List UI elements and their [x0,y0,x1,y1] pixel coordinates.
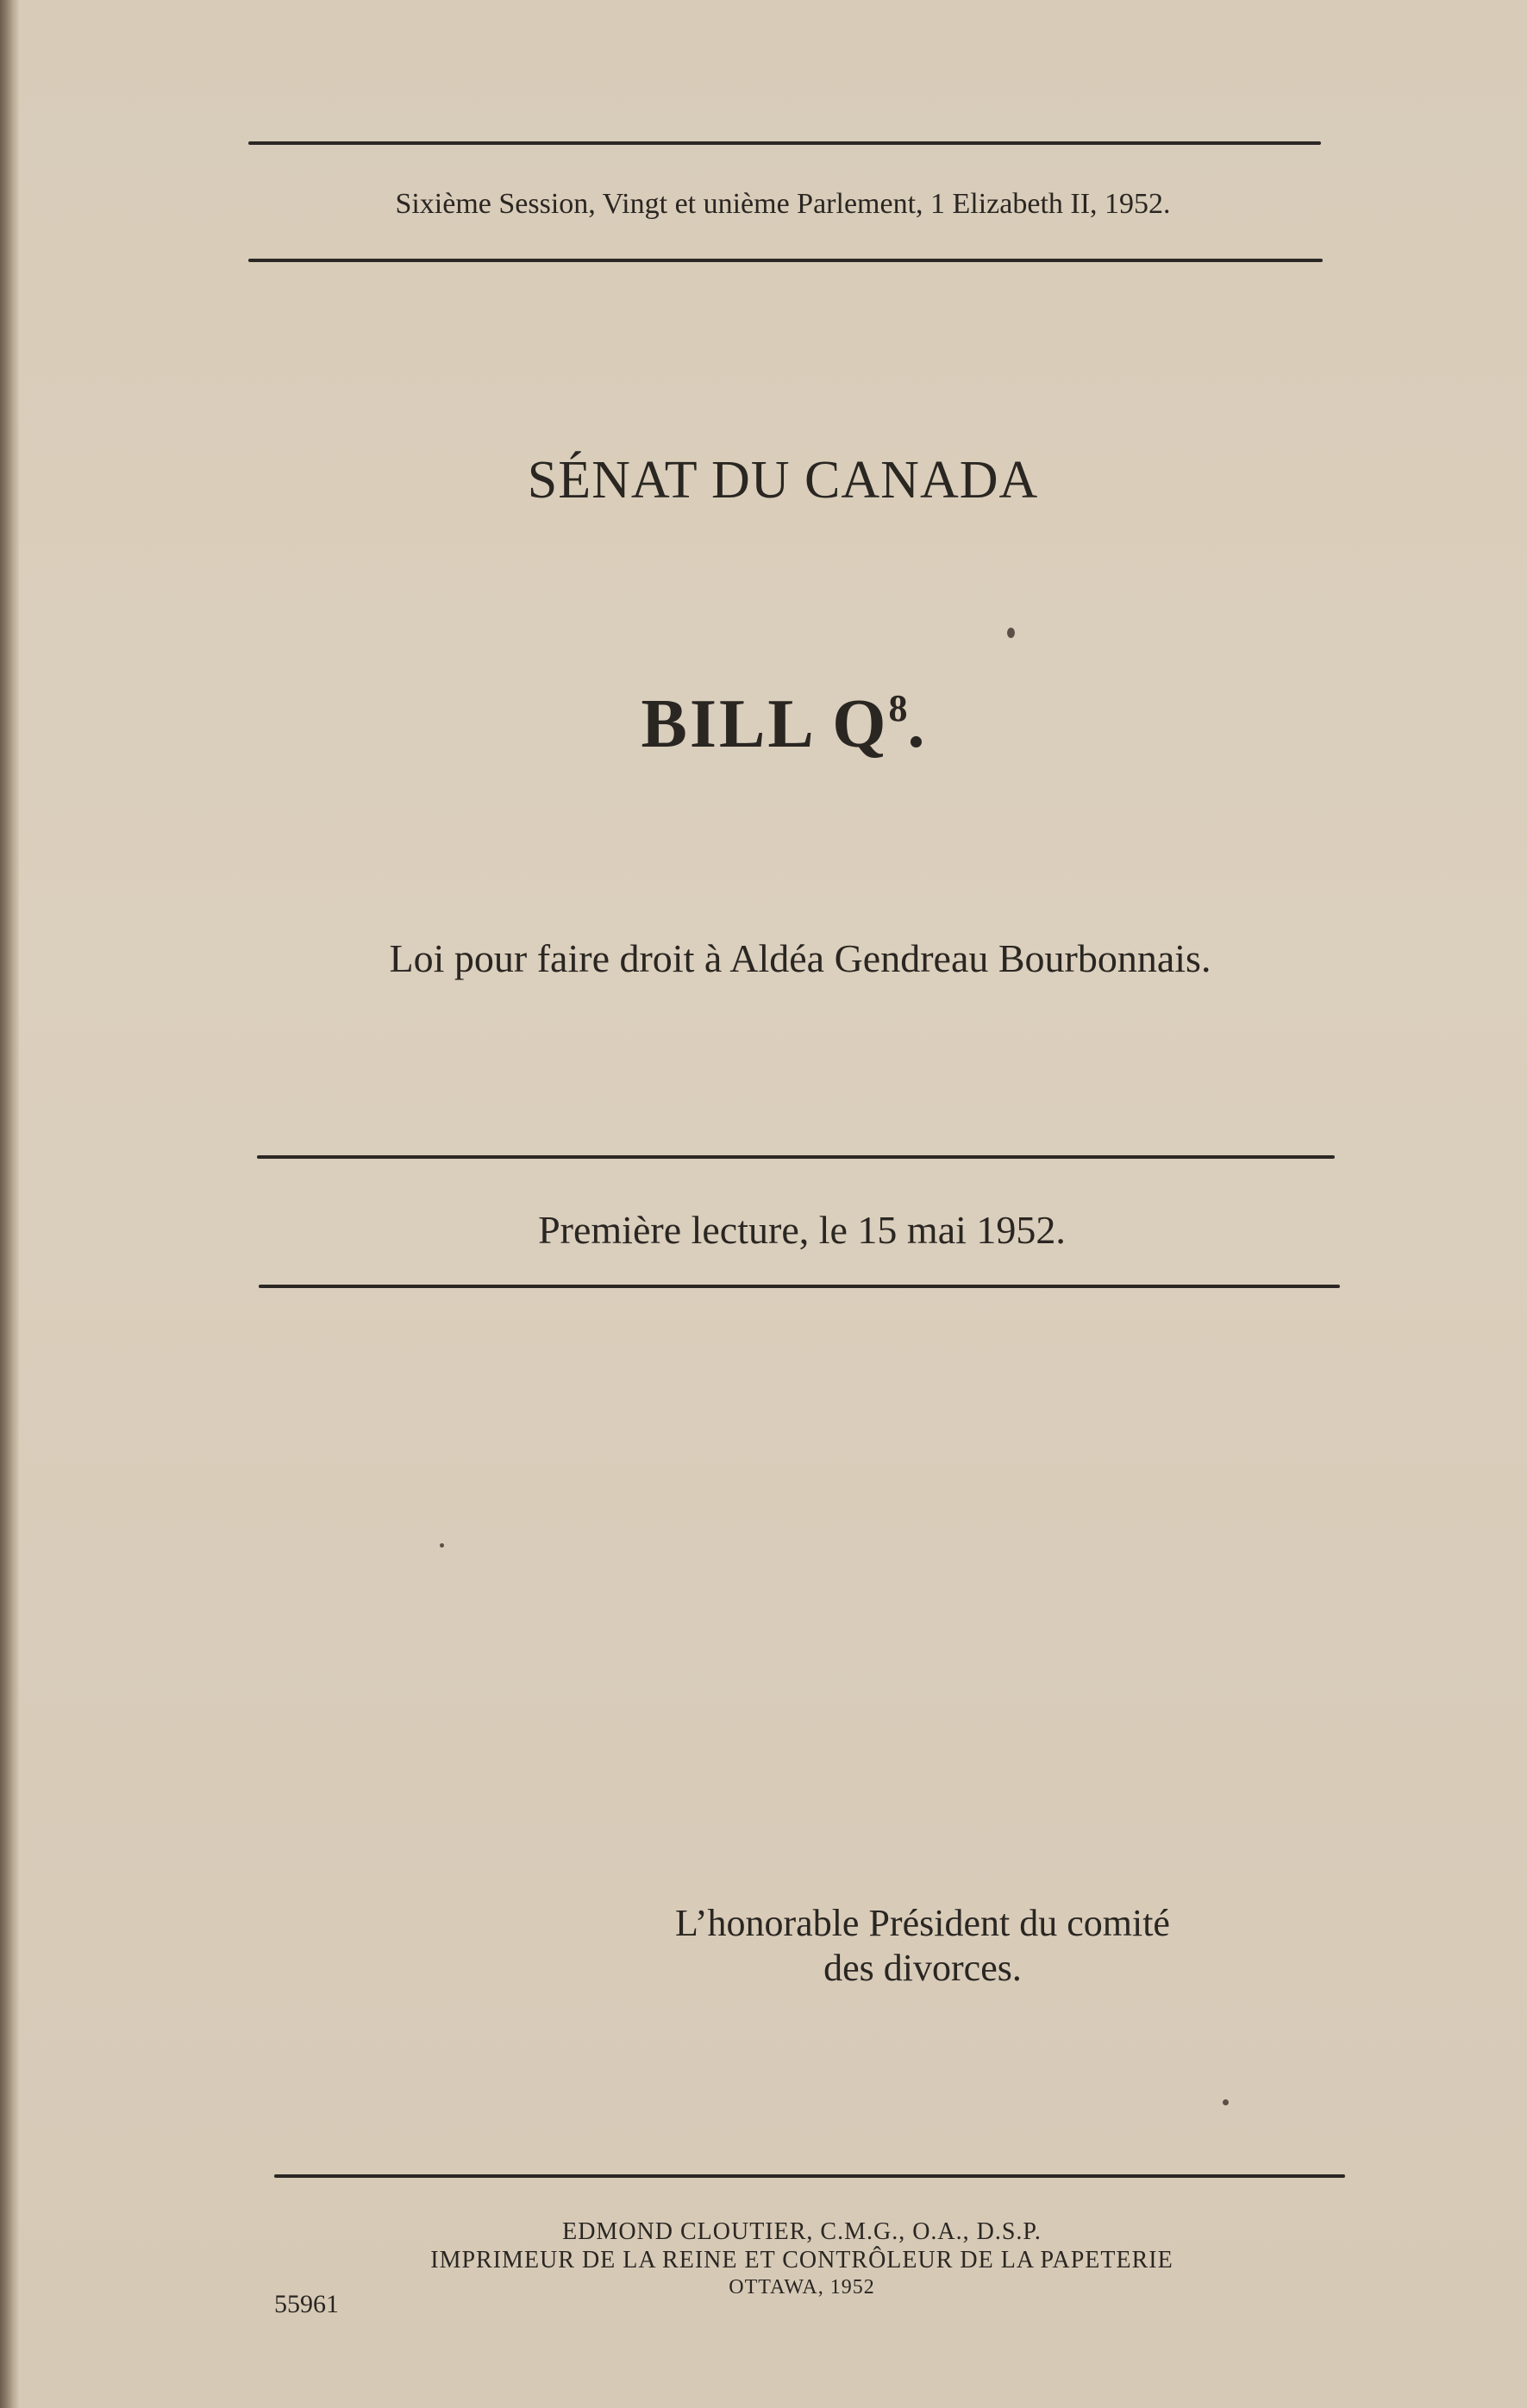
paper-speck [1007,628,1015,638]
paper-speck [1223,2099,1229,2105]
reading-rule-lower [259,1285,1340,1288]
top-rule-upper [248,141,1321,145]
reading-rule-upper [257,1155,1335,1159]
printer-title: IMPRIMEUR DE LA REINE ET CONTRÔLEUR DE LA PAPETERIE [430,2247,1173,2274]
sponsor-line-2: des divorces. [823,1947,1022,1989]
binding-edge [0,0,19,2408]
bill-superscript: 8 [888,687,908,729]
sponsor-line-1: L’honorable Président du comité [675,1902,1170,1944]
chamber-title: SÉNAT DU CANADA [527,451,1039,510]
bill-number [179,685,1386,764]
printer-name: EDMOND CLOUTIER, C.M.G., O.A., D.S.P. [562,2218,1042,2245]
act-title: Loi pour faire droit à Aldéa Gendreau Bourbonnais. [389,936,1211,980]
print-number: 55961 [274,2290,339,2318]
paper-speck [440,1543,444,1548]
session-line: Sixième Session, Vingt et unième Parlement, 1 Elizabeth II, 1952. [395,188,1171,220]
bill-prefix: BILL Q [641,686,889,762]
sponsor [552,1901,1293,1991]
top-rule-lower [248,259,1323,262]
printer-place-year: OTTAWA, 1952 [729,2276,875,2299]
bill-suffix: . [907,686,925,762]
first-reading-date: Première lecture, le 15 mai 1952. [538,1208,1066,1252]
bottom-rule [274,2174,1345,2178]
